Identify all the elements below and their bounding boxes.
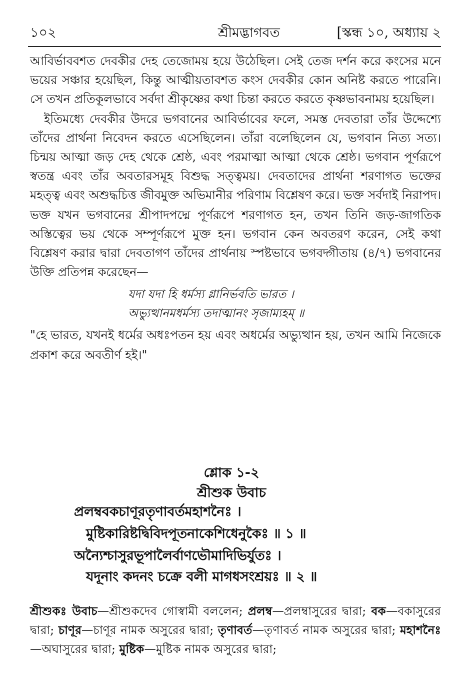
header-divider xyxy=(28,46,441,47)
shloka-speaker: শ্রীশুক উবাচ xyxy=(196,485,267,501)
word-synonyms xyxy=(30,602,441,660)
synonym-meaning: —শ্রীশুকদেব গোস্বামী বললেন; xyxy=(97,604,248,618)
gita-translation: "হে ভারত, যখনই ধর্মের অধঃপতন হয় এবং অধর্মের অভ্যুত্থান হয়, তখন আমি নিজেকে প্রকাশ করে অবতীর্ণ হই।" xyxy=(30,328,441,362)
verse-line: মুষ্টিকারিষ্টদ্বিবিদপূতনাকেশিধেনুকৈঃ ॥ ১ ॥ xyxy=(86,525,307,542)
purport-paragraph: ইতিমধ্যে দেবকীর উদরে ভগবানের আবির্ভাবের ফলে, সমস্ত দেবতারা তাঁর উদ্দেশ্যে তাঁদের প্রার্থনা নিবেদন করতে এসেছিলেন। তাঁরা বলেছিলেন যে, ভগবান নিত্য সত্য। চিন্ময় আত্মা জড় দেহ থেকে শ্রেষ্ঠ, এবং পরমাত্মা আত্মা থেকে শ্রেষ্ঠ। ভগবান পূর্ণরূপে স্বতন্ত্র এবং তাঁর অবতারসমূহ বিশুদ্ধ সত্ত্বময়। দেবতাদের প্রার্থনা শরণাগত ভক্তের মহত্ত্ব এবং অশুদ্ধচিত্ত জীবমুক্ত অভিমানীর পরিণাম বিশ্লেষণ করে। ভক্ত সর্বদাই নিরাপদ। ভক্ত যখন ভগবানের শ্রীপাদপদ্মে পূর্ণরূপে শরণাগত হন, তখন তিনি জড়-জাগতিক অস্তিত্বের ভয় থেকে সম্পূর্ণরূপে মুক্ত হন। ভগবান কেন অবতরণ করেন, সেই কথা বিশ্লেষণ করার দ্বারা দেবতাগণ তাঁদের প্রার্থনায় স্পষ্টভাবে ভগবদ্গীতায় (৪/৭) ভগবানের উক্তি প্রতিপন্ন করেছেন— xyxy=(30,111,441,280)
page-header xyxy=(30,22,441,44)
synonym-word: তৃণাবর্ত xyxy=(217,623,253,638)
synonym-word: মহাশনৈঃ xyxy=(399,623,441,638)
section-reference: [স্কন্ধ ১০, অধ্যায় ২ xyxy=(336,25,441,41)
purport-text xyxy=(30,52,441,365)
synonym-meaning: —প্রলম্বাসুরের দ্বারা; xyxy=(272,604,372,618)
synonym-word: বক xyxy=(371,604,386,618)
sanskrit-verse xyxy=(74,502,443,589)
synonym-word: প্রলম্ব xyxy=(247,604,273,618)
purport-paragraph: আবির্ভাববশত দেবকীর দেহ তেজোময় হয়ে উঠেছিল। সেই তেজ দর্শন করে কংসের মনে ভয়ের সঞ্চার হয়েছিল, কিন্তু আত্মীয়তাবশত কংস দেবকীর কোন অনিষ্ট করতে পারেনি। সে তখন প্রতিকূলভাবে সর্বদা শ্রীকৃষ্ণের কথা চিন্তা করতে করতে কৃষ্ণভাবনাময় হয়েছিল। xyxy=(30,54,441,107)
gita-quote-line: যদা যদা হি ধর্মস্য গ্লানির্ভবতি ভারত । xyxy=(128,287,294,302)
synonym-meaning: —মুষ্টিক নামক অসুরের দ্বারা; xyxy=(144,642,277,657)
book-title: শ্রীমদ্ভাগবত xyxy=(218,25,280,41)
synonym-word: মুষ্টিক xyxy=(119,642,145,657)
synonym-meaning: —বকাসুরের দ্বারা; xyxy=(30,604,441,638)
page-number: ১০২ xyxy=(30,25,57,41)
synonym-meaning: —চাণূর নামক অসুরের দ্বারা; xyxy=(81,623,218,638)
synonym-meaning: —অঘাসুরের দ্বারা; xyxy=(30,642,120,657)
verse-line: অন্যৈশ্চাসুরভূপালৈর্বাণভৌমাদিভির্যুতঃ । xyxy=(74,547,282,564)
gita-quote xyxy=(128,285,441,323)
verse-line: প্রলম্ববকচাণূরতৃণাবর্তমহাশনৈঃ । xyxy=(74,504,242,520)
gita-quote-line: অভ্যুত্থানমধর্মস্য তদাত্মানং সৃজাম্যহম্ ॥ xyxy=(128,306,305,321)
shloka-heading: শ্লোক ১-২ xyxy=(203,465,260,481)
synonym-word: চাণূর xyxy=(58,623,82,638)
verse-line: যদূনাং কদনং চক্রে বলী মাগধসংশ্রয়ঃ ॥ ২ ॥ xyxy=(86,569,318,586)
synonym-word: শ্রীশুকঃ উবাচ xyxy=(30,604,98,618)
synonym-meaning: —তৃণাবর্ত নামক অসুরের দ্বারা; xyxy=(252,623,400,638)
